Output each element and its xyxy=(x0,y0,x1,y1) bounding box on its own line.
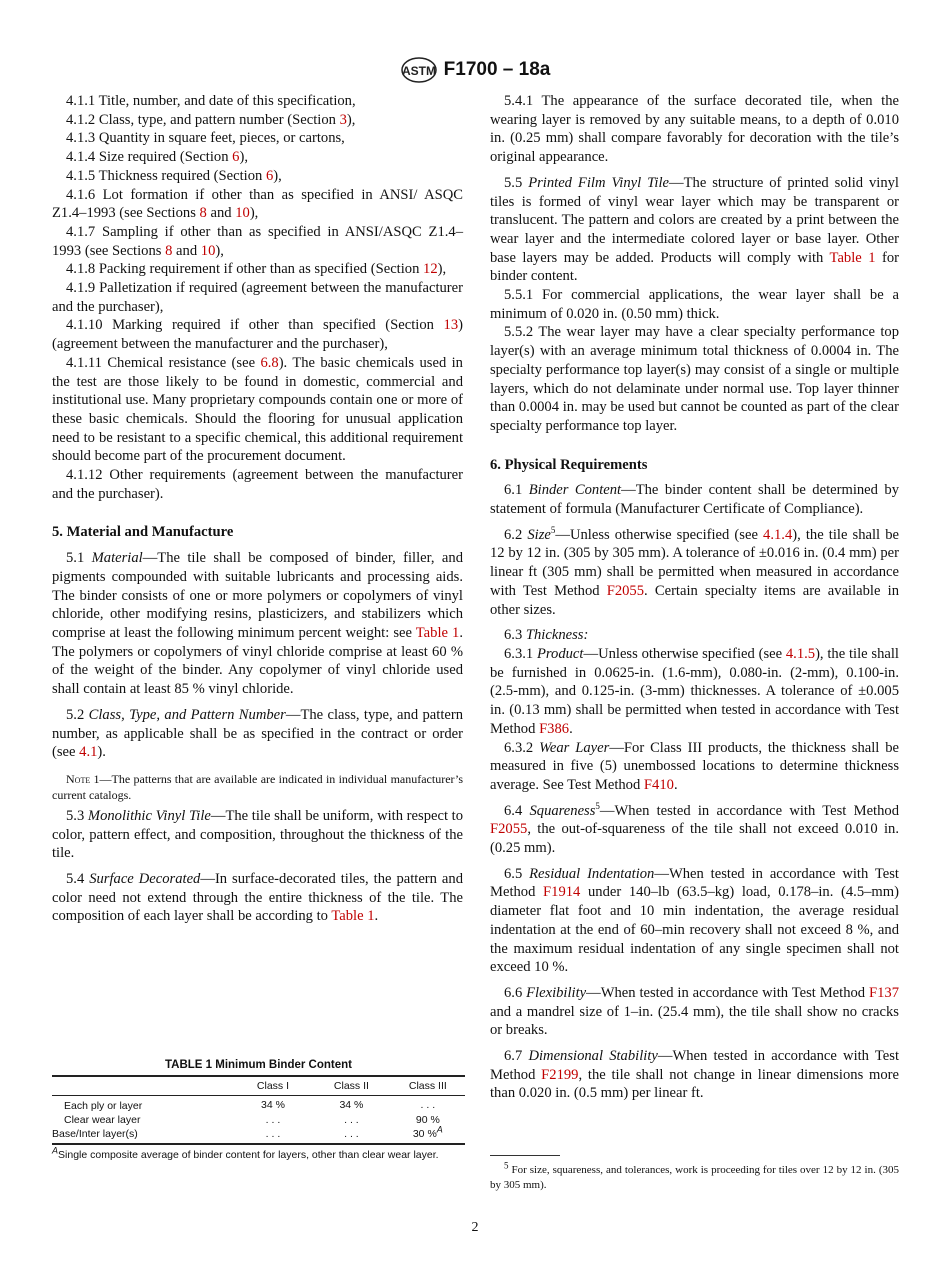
italic-term: Dimensional Stability xyxy=(528,1048,658,1065)
table-cell: 34 % xyxy=(260,1098,285,1111)
cross-reference-link[interactable]: 10 xyxy=(200,242,216,259)
text: and a mandrel size of 1–in. (25.4 mm), the tile shall show no cracks or breaks. xyxy=(490,1003,899,1039)
paragraph xyxy=(52,111,463,130)
italic-term: Flexibility xyxy=(526,984,587,1001)
text: 5.5.1 For commercial applications, the wear layer shall be a minimum of 0.020 in. (0.50 mm) thick. xyxy=(490,287,899,322)
text: 4.1.3 Quantity in square feet, pieces, or cartons, xyxy=(66,130,345,147)
text: 1—The patterns that are available are indicated in individual manufacturer’s current catalogs. xyxy=(52,771,463,802)
text: 5.2 xyxy=(66,706,89,723)
paragraph xyxy=(490,626,899,645)
table-cell: . . . xyxy=(265,1128,281,1140)
paragraph xyxy=(490,865,899,977)
right-column xyxy=(490,92,899,1103)
text: 5.5 xyxy=(504,174,529,191)
text: 4.1.12 Other requirements (agreement between the manufacturer and the purchaser). xyxy=(52,467,463,502)
paragraph xyxy=(52,354,463,466)
table-row xyxy=(52,1096,465,1114)
table-cell: 90 % xyxy=(415,1114,440,1126)
cross-reference-link[interactable]: 4.1.4 xyxy=(763,526,793,543)
binder-content-table xyxy=(52,1059,465,1162)
table-cell: . . . xyxy=(344,1128,359,1140)
text: 6.6 xyxy=(504,984,527,1001)
italic-term: Product xyxy=(536,645,584,662)
text: . The polymers or copolymers of vinyl chloride comprise at least 60 % of the weight of the binder. Any copolymer of vinyl chloride used shall contain at least 85 % vinyl chloride. xyxy=(52,624,463,698)
text: —Unless otherwise specified (see xyxy=(583,645,786,662)
row-label: Clear wear layer xyxy=(64,1114,141,1126)
paragraph xyxy=(52,279,463,316)
footnote-marker: A xyxy=(436,1124,443,1135)
paragraph xyxy=(52,260,463,279)
footnote-marker: A xyxy=(52,1145,59,1156)
italic-term: Thickness: xyxy=(525,627,589,644)
paragraph xyxy=(52,807,463,863)
paragraph xyxy=(490,645,899,739)
text: 4.1.1 Title, number, and date of this specification, xyxy=(66,93,356,109)
cross-reference-link[interactable]: F1914 xyxy=(543,884,581,901)
text: ). xyxy=(97,744,106,761)
text: 4.1.9 Palletization if required (agreement between the manufacturer and the purchaser), xyxy=(52,280,463,315)
italic-term: Wear Layer xyxy=(539,739,610,756)
footnote-reference: 5 xyxy=(550,524,556,535)
text: 5.4.1 The appearance of the surface decorated tile, when the wearing layer is removed by any suitable means, to a depth of 0.010 in. (0.25 mm) shall compare favorably for decoration with the tile’s original appearance. xyxy=(490,93,899,166)
paragraph xyxy=(490,92,899,167)
paragraph xyxy=(490,323,899,435)
table-header-row xyxy=(52,1076,465,1096)
text: . Certain specialty items are available in other sizes. xyxy=(490,582,899,618)
text: 4.1.7 Sampling if other than as specified in ANSI/ASQC Z1.4–1993 (see Sections xyxy=(52,223,463,259)
text: —When tested in accordance with Test Method xyxy=(490,865,899,901)
text: and xyxy=(206,205,236,222)
section-heading: 5. Material and Manufacture xyxy=(52,524,234,541)
paragraph xyxy=(490,174,899,286)
footnote-text: Single composite average of binder content for layers, other than clear wear layer. xyxy=(58,1149,439,1161)
paragraph xyxy=(52,466,463,503)
table-cell: 34 % xyxy=(339,1098,364,1111)
italic-term: Monolithic Vinyl Tile xyxy=(87,807,211,824)
cross-reference-link[interactable]: Table 1 xyxy=(331,908,375,925)
section-heading: 6. Physical Requirements xyxy=(490,456,648,473)
text: 6.1 xyxy=(504,482,529,499)
footnote-number: 5 xyxy=(504,1160,509,1171)
paragraph xyxy=(52,316,463,353)
column-header xyxy=(52,1076,234,1096)
text: , the out-of-squareness of the tile shall not exceed 0.010 in. (0.25 mm). xyxy=(490,821,899,857)
paragraph xyxy=(52,549,463,699)
note xyxy=(52,771,463,803)
cross-reference-link[interactable]: 8 xyxy=(165,242,173,259)
paragraph xyxy=(52,92,463,111)
paragraph xyxy=(490,739,899,795)
text: 6.3.1 xyxy=(504,645,537,662)
text: ), xyxy=(437,261,447,278)
cross-reference-link[interactable]: 4.1 xyxy=(79,744,98,761)
paragraph xyxy=(490,984,899,1040)
paragraph xyxy=(52,148,463,167)
text: , the tile shall not change in linear dimensions more than 0.020 in. (0.5 mm) per linear ft. xyxy=(490,1066,899,1102)
text: 5.5.2 The wear layer may have a clear specialty performance top layer(s) with an average minimum total thickness of 0.0004 in. The specialty performance top layer(s) may consist of a single or multiple layers, which do not delaminate under normal use. Top layer thinner than 0.0004 in. may be used but cannot be counted as part of the clear specialty performance top layer. xyxy=(490,324,899,434)
svg-text:ASTM: ASTM xyxy=(401,64,436,78)
text: 6.3 xyxy=(504,627,526,644)
note-label: Note xyxy=(66,771,91,786)
row-label: Each ply or layer xyxy=(64,1100,143,1112)
left-column xyxy=(52,92,463,926)
text: —The structure of printed solid vinyl tiles is formed of vinyl wear layer which may be transparent or translucent. The pattern and colors are created by a print between the wear layer and the intermediate colored layer or base layer. Other base layers may be added. Products will comply with xyxy=(490,174,899,266)
row-label: Base/Inter layer(s) xyxy=(52,1128,138,1140)
text: —For Class III products, the thickness shall be measured in five (5) unembossed locations to determine thickness average. See Test Method xyxy=(490,739,900,793)
text: 6.3.2 xyxy=(504,739,540,756)
text: ), xyxy=(273,167,282,184)
column-header: Class I xyxy=(256,1080,289,1092)
table-cell: . . . xyxy=(265,1114,281,1126)
text: 4.1.8 Packing requirement if other than as specified (Section xyxy=(66,261,424,278)
text: ), xyxy=(249,205,259,222)
cross-reference-link[interactable]: 13 xyxy=(443,317,459,334)
text: —When tested in accordance with Test Method xyxy=(599,802,899,819)
footnote-divider xyxy=(490,1155,560,1156)
cross-reference-link[interactable]: 6 xyxy=(232,149,240,166)
paragraph xyxy=(52,870,463,926)
text: 5.4 xyxy=(66,871,90,888)
text: ), the tile shall be 12 by 12 in. (305 by 305 mm). A tolerance of ±0.016 in. (0.4 mm) per linear ft (305 mm) shall be permitted when measured in accordance with Test Method xyxy=(490,526,899,599)
cross-reference-link[interactable]: F2199 xyxy=(541,1066,579,1083)
table-cell xyxy=(391,1124,465,1144)
text: . xyxy=(374,908,379,925)
cross-reference-link[interactable]: 12 xyxy=(423,261,438,278)
cross-reference-link[interactable]: 4.1.5 xyxy=(785,645,816,662)
table-footnote xyxy=(52,1145,465,1162)
text: 6.5 xyxy=(504,865,530,882)
column-header: Class III xyxy=(408,1080,447,1092)
cross-reference-link[interactable]: 3 xyxy=(339,111,347,128)
text: . xyxy=(569,720,573,737)
document-designation: F1700 – 18a xyxy=(443,59,551,80)
footnote-text: For size, squareness, and tolerances, work is proceeding for tiles over 12 by 12 in. (305 by 305 mm). xyxy=(490,1164,899,1191)
cross-reference-link[interactable]: F2055 xyxy=(606,582,645,599)
text: for binder content. xyxy=(490,249,899,285)
page-header xyxy=(0,56,950,84)
text: 6.7 xyxy=(504,1048,529,1065)
paragraph xyxy=(52,706,463,762)
paragraph xyxy=(52,186,463,223)
italic-term: Residual Indentation xyxy=(529,865,655,882)
text: 4.1.5 Thickness required (Section xyxy=(66,167,266,184)
text: ), xyxy=(215,242,224,259)
cross-reference-link[interactable]: 6 xyxy=(265,167,274,184)
text: 4.1.2 Class, type, and pattern number (Section xyxy=(66,111,340,128)
footnote-reference: 5 xyxy=(595,800,600,811)
text: 4.1.4 Size required (Section xyxy=(66,149,233,166)
text: 5.1 xyxy=(66,550,92,567)
cross-reference-link[interactable]: Table 1 xyxy=(415,624,460,641)
text: —Unless otherwise specified (see xyxy=(555,526,764,543)
paragraph xyxy=(52,129,463,148)
italic-term: Surface Decorated xyxy=(89,871,201,888)
table-row xyxy=(52,1113,465,1127)
paragraph xyxy=(52,167,463,186)
text: under 140–lb (63.5–kg) load, 0.178–in. (4.5–mm) diameter flat foot and 10 min indentation, the average residual indentation at the end of 60–min recovery shall not exceed 8 %, and the maximum residual indentation of any single specimen shall not exceed 10 %. xyxy=(490,884,899,976)
italic-term: Printed Film Vinyl Tile xyxy=(528,174,670,191)
text: —The tile shall be composed of binder, filler, and pigments compounded with suitable lubricants and processing aids. The binder consists of one or more polymers or copolymers of vinyl chloride, other modifying resins, plasticizers, and stabilizers which comprise at least the following minimum percent weight: see xyxy=(52,550,464,641)
text: ) (agreement between the manufacturer and the purchaser), xyxy=(52,317,463,353)
text: 4.1.11 Chemical resistance (see xyxy=(66,354,261,371)
text: ), xyxy=(239,149,248,166)
text: and xyxy=(172,242,201,259)
cross-reference-link[interactable]: F137 xyxy=(869,984,900,1001)
text: ), xyxy=(346,111,356,128)
cell-value: 30 % xyxy=(412,1128,437,1140)
page-footnote xyxy=(490,1160,899,1193)
italic-term: Size xyxy=(527,526,551,543)
cross-reference-link[interactable]: F2055 xyxy=(490,821,528,838)
text: 6.2 xyxy=(504,526,528,543)
table-cell: . . . xyxy=(344,1114,359,1126)
table-row xyxy=(52,1127,465,1144)
text: 6.4 xyxy=(504,802,530,819)
text: . xyxy=(673,776,678,793)
page-number: 2 xyxy=(471,1220,479,1235)
italic-term: Binder Content xyxy=(528,482,622,499)
text: —The binder content shall be determined by statement of formula (Manufacturer Certificate of Compliance). xyxy=(490,482,899,518)
text: —When tested in accordance with Test Method xyxy=(586,984,869,1001)
paragraph xyxy=(490,481,899,518)
paragraph xyxy=(490,1047,899,1103)
italic-term: Material xyxy=(91,550,143,567)
text: ). The basic chemicals used in the test are those likely to be found in domestic, commercial and institutional use. Many proprietary compounds contain one or more of these basic chemicals. Should the flooring for unusual application need to be resistant to a specific chemical, this additional requirement should become part of the procurement document. xyxy=(52,354,463,465)
table-title: TABLE 1 Minimum Binder Content xyxy=(165,1059,352,1071)
text: —When tested in accordance with Test Method xyxy=(490,1048,900,1083)
italic-term: Squareness xyxy=(529,802,596,819)
paragraph xyxy=(490,286,899,323)
cross-reference-link[interactable]: 8 xyxy=(199,205,207,222)
paragraph xyxy=(490,802,899,858)
text: 5.3 xyxy=(66,807,88,824)
italic-term: Class, Type, and Pattern Number xyxy=(88,706,286,723)
text: ), the tile shall be furnished in 0.0625-in. (1.6-mm), 0.080-in. (2-mm), 0.100-in. (2.5-mm), and 0.125-in. (3-mm) thicknesses. A tolerance of ±0.005 in. (0.13 mm) shall be permitted when tested in accordance with Test Method xyxy=(490,645,899,737)
cross-reference-link[interactable]: 6.8 xyxy=(260,354,279,371)
cross-reference-link[interactable]: F386 xyxy=(539,720,570,737)
paragraph xyxy=(490,526,899,620)
cross-reference-link[interactable]: 10 xyxy=(235,205,250,222)
text: —In surface-decorated tiles, the pattern and color need not extend through the entire thickness of the tile. The composition of each layer shall be according to xyxy=(52,871,463,925)
text: 4.1.10 Marking required if other than specified (Section xyxy=(66,317,444,334)
text: 4.1.6 Lot formation if other than as specified in ANSI/ ASQC Z1.4–1993 (see Sections xyxy=(52,186,463,222)
text: —The class, type, and pattern number, as applicable shall be as specified in the contract or order (see xyxy=(52,706,464,761)
table-cell: . . . xyxy=(420,1098,436,1111)
astm-logo-icon xyxy=(400,56,438,84)
cross-reference-link[interactable]: F410 xyxy=(643,776,674,793)
paragraph xyxy=(52,223,463,260)
cross-reference-link[interactable]: Table 1 xyxy=(829,249,876,266)
text: —The tile shall be uniform, with respect to color, pattern effect, and composition, throughout the thickness of the tile. xyxy=(52,807,464,862)
column-header: Class II xyxy=(333,1080,369,1092)
